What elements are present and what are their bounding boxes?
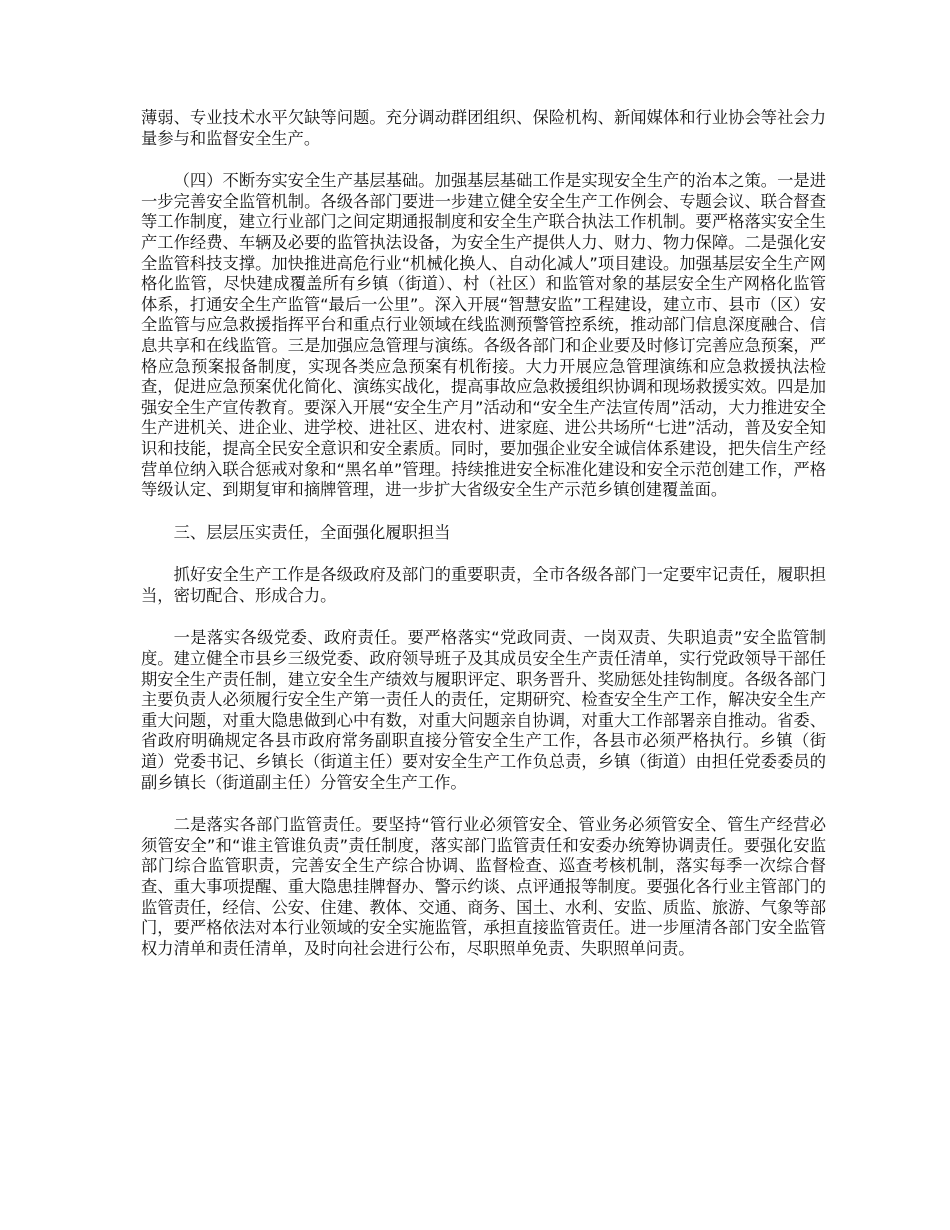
paragraph-section-4: （四）不断夯实安全生产基层基础。加强基层基础工作是实现安全生产的治本之策。一是进一步完善安全监管机制。各级各部门要进一步建立健全安全生产工作例会、专题会议、联合督查等工作制度，建立行业部门之间定期通报制度和安全生产联合执法工作机制。要严格落实安全生产工作经费、车辆及必要的监管执法设备，为安全生产提供人力、财力、物力保障。二是强化安全监管科技支撑。加快推进高危行业“机械化换人、自动化减人”项目建设。加强基层安全生产网格化监管，尽快建成覆盖所有乡镇（街道）、村（社区）和监管对象的基层安全生产网格化监管体系，打通安全生产监管“最后一公里”。深入开展“智慧安监”工程建设，建立市、县市（区）安全监管与应急救援指挥平台和重点行业领域在线监测预警管控系统，推动部门信息深度融合、信息共享和在线监管。三是加强应急管理与演练。各级各部门和企业要及时修订完善应急预案，严格应急预案报备制度，实现各类应急预案有机衔接。大力开展应急管理演练和应急救援执法检查，促进应急预案优化简化、演练实战化，提高事故应急救援组织协调和现场救援实效。四是加强安全生产宣传教育。要深入开展“安全生产月”活动和“安全生产法宣传周”活动，大力推进安全生产进机关、进企业、进学校、进社区、进农村、进家庭、进公共场所“七进”活动，普及安全知识和技能，提高全民安全意识和安全素质。同时，要加强企业安全诚信体系建设，把失信生产经营单位纳入联合惩戒对象和“黑名单”管理。持续推进安全标准化建设和安全示范创建工作，严格等级认定、到期复审和摘牌管理，进一步扩大省级安全生产示范乡镇创建覆盖面。 xyxy=(141,171,826,500)
paragraph-item-2: 二是落实各部门监管责任。要坚持“管行业必须管安全、管业务必须管安全、管生产经营必须管安全”和“谁主管谁负责”责任制度，落实部门监管责任和安委办统筹协调责任。要强化安监部门综合监管职责，完善安全生产综合协调、监督检查、巡查考核机制，落实每季一次综合督查、重大事项提醒、重大隐患挂牌督办、警示约谈、点评通报等制度。要强化各行业主管部门的监管责任，经信、公安、住建、教体、交通、商务、国土、水利、安监、质监、旅游、气象等部门，要严格依法对本行业领域的安全实施监管，承担直接监管责任。进一步厘清各部门安全监管权力清单和责任清单，及时向社会进行公布，尽职照单免责、失职照单问责。 xyxy=(141,815,826,958)
paragraph-item-1: 一是落实各级党委、政府责任。要严格落实“党政同责、一岗双责、失职追责”安全监管制度。建立健全市县乡三级党委、政府领导班子及其成员安全生产责任清单，实行党政领导干部任期安全生产责任制，建立安全生产绩效与履职评定、职务晋升、奖励惩处挂钩制度。各级各部门主要负责人必须履行安全生产第一责任人的责任，定期研究、检查安全生产工作，解决安全生产重大问题，对重大隐患做到心中有数，对重大问题亲自协调，对重大工作部署亲自推动。省委、省政府明确规定各县市政府常务副职直接分管安全生产工作，各县市必须严格执行。乡镇（街道）党委书记、乡镇长（街道主任）要对安全生产工作负总责，乡镇（街道）由担任党委委员的副乡镇长（街道副主任）分管安全生产工作。 xyxy=(141,628,826,792)
section-heading-3: 三、层层压实责任，全面强化履职担当 xyxy=(173,522,451,542)
paragraph-intro-3: 抓好安全生产工作是各级政府及部门的重要职责，全市各级各部门一定要牢记责任，履职担当，密切配合、形成合力。 xyxy=(141,565,826,605)
paragraph-continued: 薄弱、专业技术水平欠缺等问题。充分调动群团组织、保险机构、新闻媒体和行业协会等社会力量参与和监督安全生产。 xyxy=(141,108,826,148)
document-page xyxy=(141,108,826,959)
